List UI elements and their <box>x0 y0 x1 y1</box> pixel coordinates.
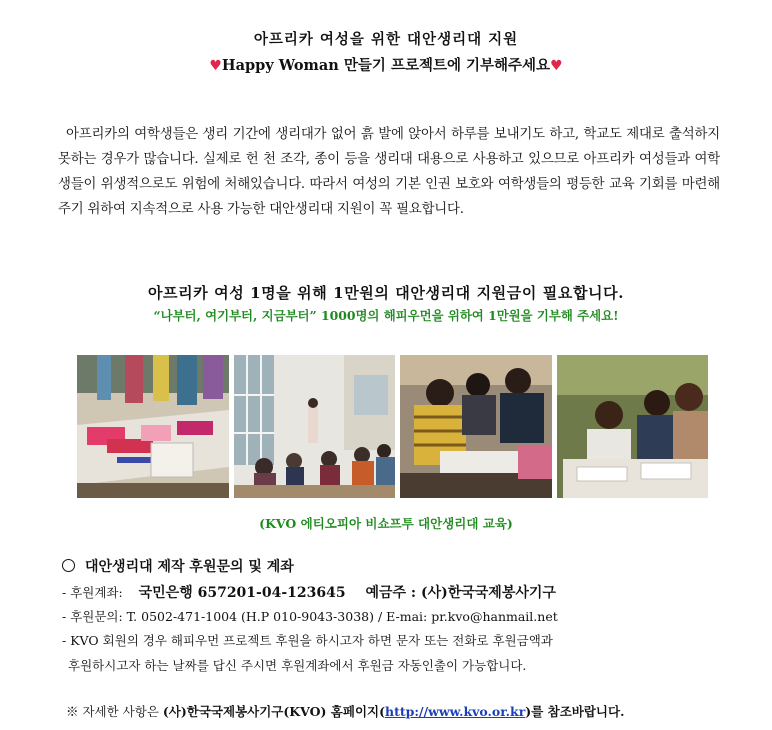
bank-account: 국민은행 657201-04-123645 <box>138 585 346 601</box>
donation-heading-text: 대안생리대 제작 후원문의 및 계좌 <box>85 559 294 575</box>
subtitle-text: Happy Woman 만들기 프로젝트에 기부해주세요 <box>221 57 551 74</box>
heart-icon-left: ♥ <box>209 58 222 74</box>
footer-prefix: ※ 자세한 사항은 <box>66 704 163 719</box>
intro-paragraph: 아프리카의 여학생들은 생리 기간에 생리대가 없어 흙 발에 앉아서 하루를 보내기도 하고, 학교도 제대로 출석하지 못하는 경우가 많습니다. 실제로 헌 천 조각, 종이 등을 생리대 대용으로 사용하고 있으므로 아프리카 여성들과 여학생들이 위생적으로도 위험에 처해있습니다. 따라서 여성의 기본 인권 보호와 여학생들의 평등한 교육 기회를 마련해 주기 위하여 지속적으로 사용 가능한 대안생리대 지원이 꼭 필요합니다. <box>58 127 720 217</box>
note-line-1: - KVO 회원의 경우 해피우먼 프로젝트 후원을 하시고자 하면 문자 또는 전화로 후원금액과 <box>62 633 553 648</box>
appeal-sub-text: “나부터, 여기부터, 지금부터” 1000명의 해피우먼을 위하여 1만원을 기부해 주세요! <box>153 308 619 323</box>
donation-heading <box>62 556 294 576</box>
circle-bullet-icon <box>62 559 75 572</box>
document-subtitle <box>0 54 772 75</box>
contact-row: - 후원문의: T. 0502-471-1004 (H.P 010-9043-3038) / E-mai: pr.kvo@hanmail.net <box>62 609 558 624</box>
homepage-link[interactable]: http://www.kvo.or.kr <box>385 704 526 719</box>
footer-note <box>66 702 624 720</box>
photo-women-sewing <box>400 355 552 498</box>
footer-suffix: )를 참조바랍니다. <box>525 704 625 719</box>
photo-caption: (KVO 에티오피아 비쇼프투 대안생리대 교육) <box>259 516 513 531</box>
footer-org: (사)한국국제봉사기구(KVO) 홈페이지( <box>162 704 386 719</box>
photo-students-smiling <box>557 355 708 498</box>
appeal-main-text: 아프리카 여성 1명을 위해 1만원의 대안생리대 지원금이 필요합니다. <box>147 284 625 302</box>
account-holder: 예금주 : (사)한국국제봉사기구 <box>365 585 556 601</box>
heart-icon-right: ♥ <box>550 58 563 74</box>
account-row <box>62 582 556 602</box>
account-label: - 후원계좌: <box>62 585 123 600</box>
photo-classroom <box>234 355 395 498</box>
photo-fabric-table <box>77 355 229 498</box>
note-line-2: 후원하시고자 하는 날짜를 답신 주시면 후원계좌에서 후원금 자동인출이 가능합니다. <box>68 658 527 673</box>
document-title: 아프리카 여성을 위한 대안생리대 지원 <box>253 31 519 48</box>
